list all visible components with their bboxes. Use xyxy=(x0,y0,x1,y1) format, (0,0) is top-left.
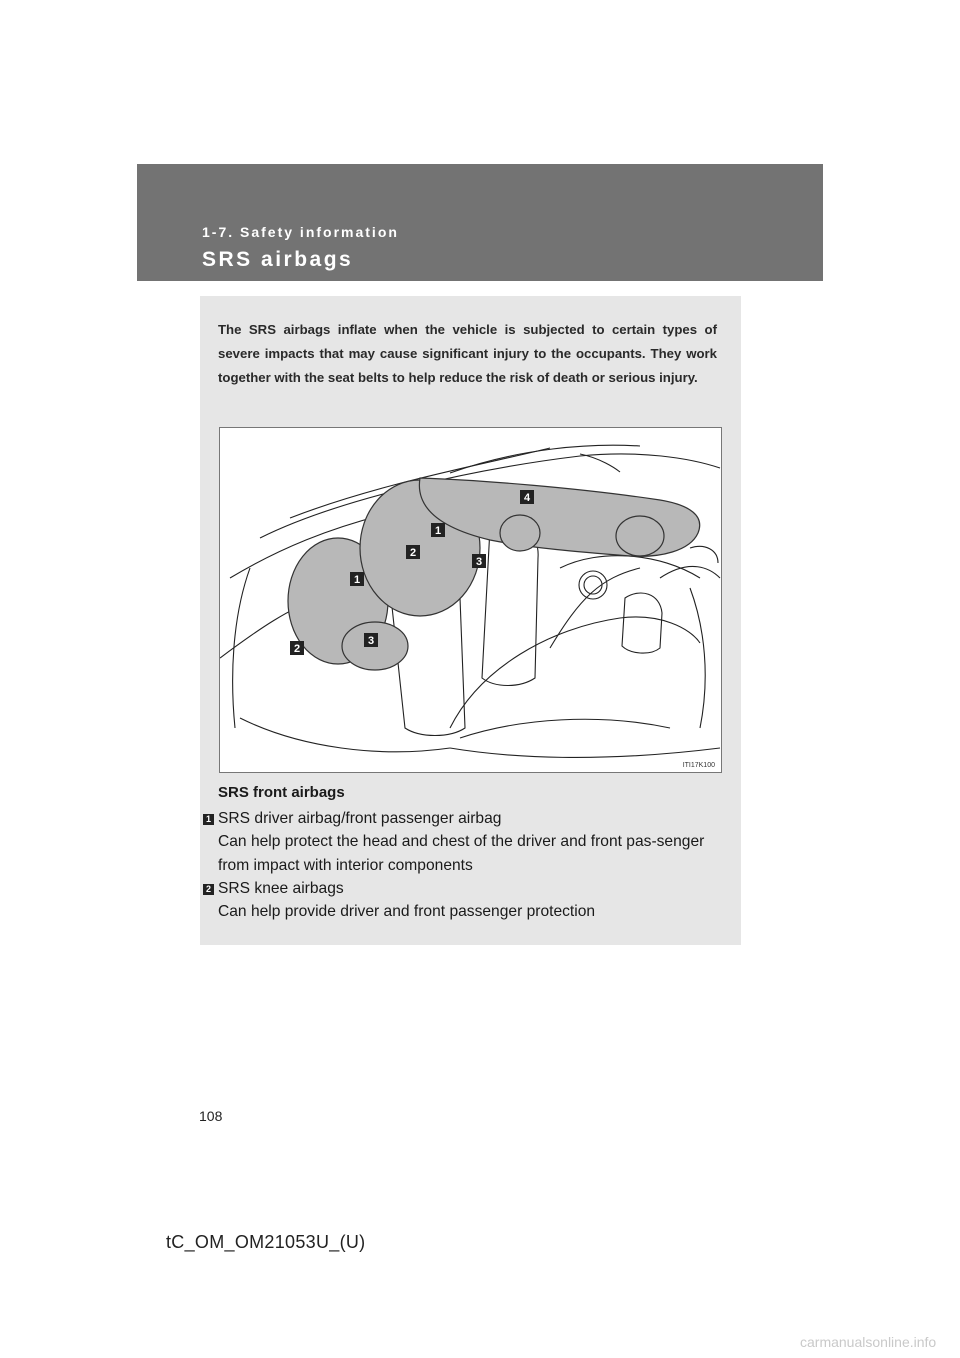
item-number-badge: 1 xyxy=(203,814,214,825)
callout-4: 4 xyxy=(523,492,531,504)
page-title: SRS airbags xyxy=(202,248,354,271)
page-number: 108 xyxy=(199,1108,223,1124)
chapter-header xyxy=(137,164,823,281)
callout-3-passenger: 3 xyxy=(475,556,483,568)
callout-3-driver: 3 xyxy=(367,635,375,647)
airbag-illustration xyxy=(219,427,722,773)
item-name: SRS driver airbag/front passenger airbag xyxy=(218,810,502,827)
callout-1-driver: 1 xyxy=(353,574,361,586)
intro-paragraph: The SRS airbags inflate when the vehicle is subjected to certain types of severe impacts that may cause significant injury to the occupants. They work together with the seat belts to help reduce the risk of death or serious injury. xyxy=(218,322,717,385)
item-description: Can help provide driver and front passenger protection xyxy=(218,903,596,920)
item-description: Can help protect the head and chest of the driver and front pas-senger from impact with interior components xyxy=(218,833,705,874)
section-label: 1-7. Safety information xyxy=(202,224,399,240)
watermark: carmanualsonline.info xyxy=(800,1334,937,1350)
callout-1-passenger: 1 xyxy=(434,525,442,537)
document-code: tC_OM_OM21053U_(U) xyxy=(166,1232,366,1252)
item-name: SRS knee airbags xyxy=(218,880,344,897)
figure-code: ITI17K100 xyxy=(682,762,715,769)
callout-2-driver: 2 xyxy=(293,643,301,655)
callout-2-passenger: 2 xyxy=(409,547,417,559)
car-interior-drawing xyxy=(220,428,721,772)
front-airbags-heading: SRS front airbags xyxy=(218,784,345,801)
item-number-badge: 2 xyxy=(203,884,214,895)
content-box xyxy=(200,296,741,945)
